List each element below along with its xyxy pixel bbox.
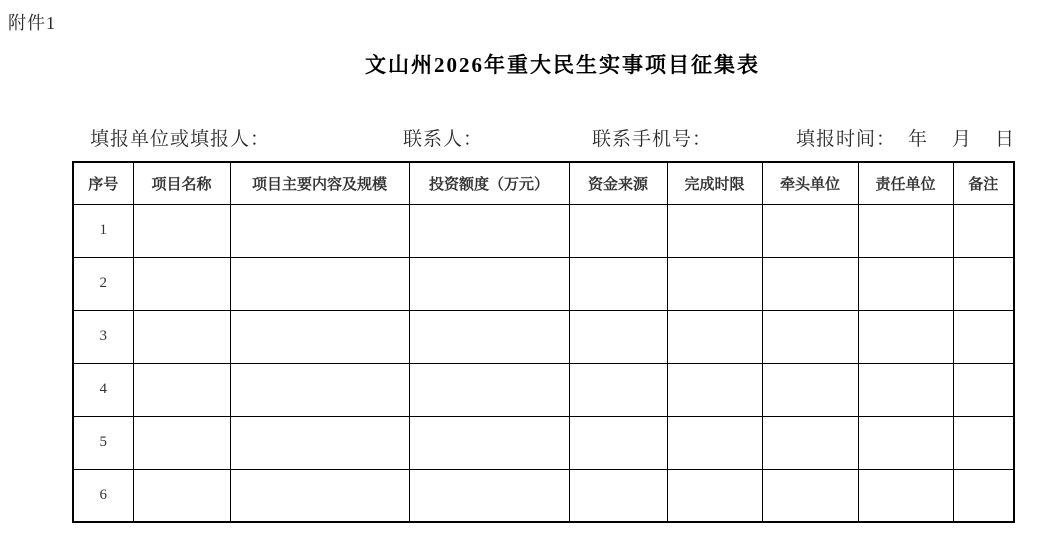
report-date-label: 填报时间： [796, 129, 897, 150]
empty-cell [858, 204, 953, 257]
header-project-name: 项目名称 [133, 162, 230, 204]
empty-cell [230, 363, 409, 416]
table-header-row [73, 162, 1014, 204]
empty-cell [569, 469, 667, 522]
empty-cell [762, 469, 858, 522]
date-year-label: 年 [908, 129, 928, 150]
empty-cell [953, 257, 1014, 310]
empty-cell [667, 469, 762, 522]
empty-cell [230, 416, 409, 469]
empty-cell [409, 416, 569, 469]
table-row [73, 469, 1014, 522]
empty-cell [409, 363, 569, 416]
header-investment-amount: 投资额度（万元） [409, 162, 569, 204]
empty-cell [133, 310, 230, 363]
empty-cell [409, 469, 569, 522]
page-title: 文山州2026年重大民生实事项目征集表 [365, 53, 760, 77]
empty-cell [409, 204, 569, 257]
header-lead-unit: 牵头单位 [762, 162, 858, 204]
project-collection-table [72, 161, 1015, 523]
empty-cell [953, 363, 1014, 416]
empty-cell [409, 310, 569, 363]
empty-cell [858, 310, 953, 363]
empty-cell [858, 257, 953, 310]
row-serial-number: 4 [73, 363, 133, 416]
table-row [73, 416, 1014, 469]
table-row [73, 310, 1014, 363]
header-remarks: 备注 [953, 162, 1014, 204]
empty-cell [569, 257, 667, 310]
empty-cell [667, 310, 762, 363]
empty-cell [953, 469, 1014, 522]
empty-cell [953, 204, 1014, 257]
empty-cell [667, 204, 762, 257]
empty-cell [762, 257, 858, 310]
empty-cell [858, 469, 953, 522]
row-serial-number: 6 [73, 469, 133, 522]
empty-cell [569, 363, 667, 416]
date-month-label: 月 [952, 129, 972, 150]
empty-cell [762, 363, 858, 416]
row-serial-number: 3 [73, 310, 133, 363]
empty-cell [762, 310, 858, 363]
empty-cell [133, 204, 230, 257]
header-responsible-unit: 责任单位 [858, 162, 953, 204]
empty-cell [667, 363, 762, 416]
contact-phone-label: 联系手机号： [592, 129, 713, 150]
empty-cell [133, 257, 230, 310]
date-day-label: 日 [995, 129, 1015, 150]
table-row [73, 204, 1014, 257]
empty-cell [569, 204, 667, 257]
empty-cell [569, 310, 667, 363]
table-row [73, 257, 1014, 310]
attachment-label: 附件1 [8, 13, 56, 33]
empty-cell [762, 204, 858, 257]
empty-cell [762, 416, 858, 469]
empty-cell [953, 416, 1014, 469]
empty-cell [409, 257, 569, 310]
header-serial-number: 序号 [73, 162, 133, 204]
empty-cell [230, 310, 409, 363]
table-row [73, 363, 1014, 416]
row-serial-number: 5 [73, 416, 133, 469]
empty-cell [230, 204, 409, 257]
contact-person-label: 联系人： [403, 129, 484, 150]
empty-cell [667, 257, 762, 310]
row-serial-number: 1 [73, 204, 133, 257]
empty-cell [133, 416, 230, 469]
header-funding-source: 资金来源 [569, 162, 667, 204]
empty-cell [667, 416, 762, 469]
header-completion-deadline: 完成时限 [667, 162, 762, 204]
empty-cell [569, 416, 667, 469]
empty-cell [133, 469, 230, 522]
empty-cell [230, 469, 409, 522]
report-unit-label: 填报单位或填报人： [90, 129, 271, 150]
empty-cell [133, 363, 230, 416]
empty-cell [858, 416, 953, 469]
empty-cell [953, 310, 1014, 363]
info-row [0, 124, 1059, 150]
header-project-content-scale: 项目主要内容及规模 [230, 162, 409, 204]
row-serial-number: 2 [73, 257, 133, 310]
empty-cell [858, 363, 953, 416]
empty-cell [230, 257, 409, 310]
